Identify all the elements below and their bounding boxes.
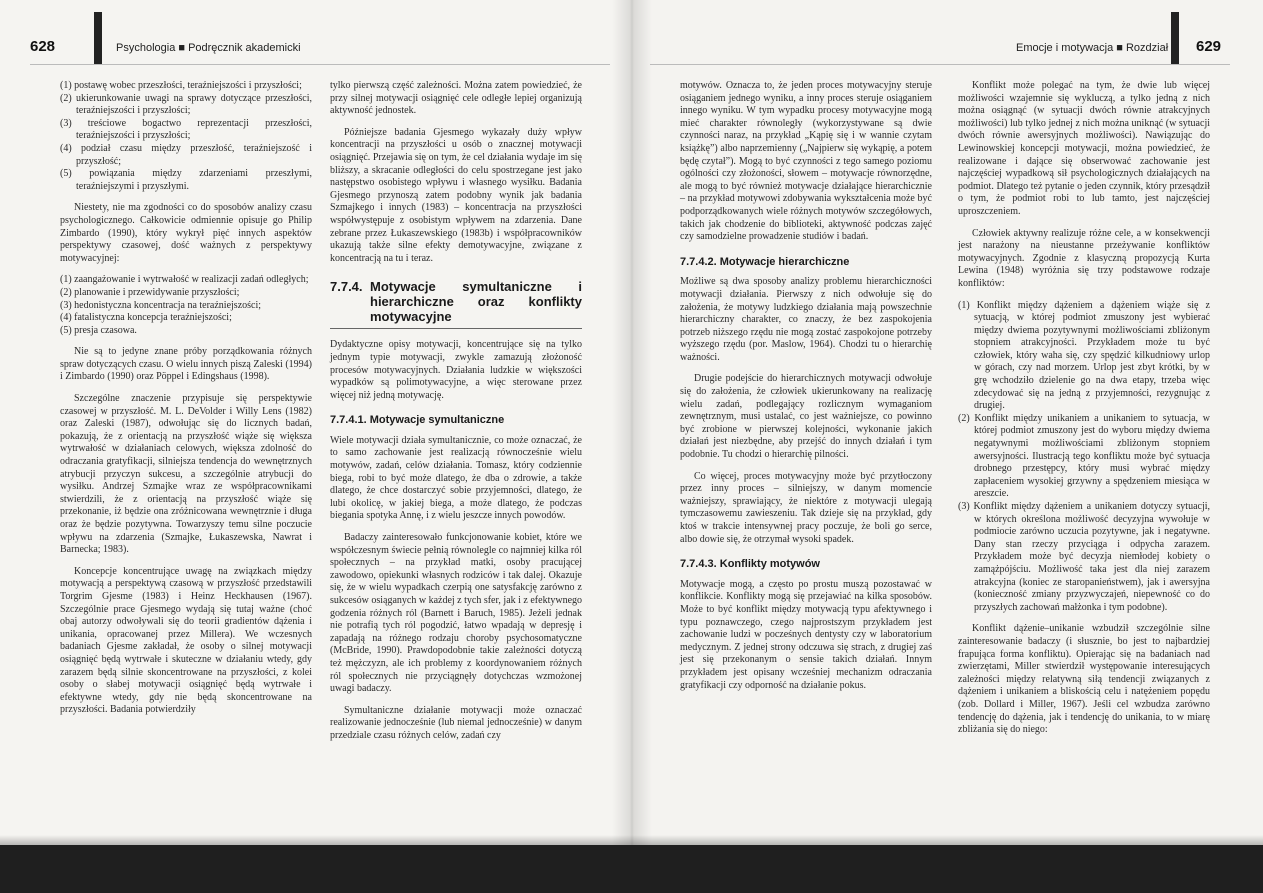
list-item: (3) Konflikt między dążeniem a unikaniem dotyczy sytuacji, w których określona możliwość decyzyjna wywołuje w podmiocie zarówno uczucia pozytywne, jak i negatywne. Dany stan rzeczy przyciąga i odpycha zarazem. Przykładem może być decyzja niemłodej kobiety o zamążpójściu. Możliwość taka jest dla niej zarazem atrakcyjna (koniec ze staropanieństwem), jak i awersyjna (konieczność zmiany przyzwyczajeń, niepewność co do przyszłych zachowań małżonka i tym podobne).: [958, 501, 1210, 613]
paragraph: Koncepcje koncentrujące uwagę na związkach między motywacją a perspektywą czasową w przyszłość przedstawili Torgrim Gjesme (1983) i Heinz Heckhausen (1967). Szczególnie prace Gjesmego wydają się tutaj ważne (choć obaj autorzy odwoływali się do teorii gradientów dążenia i unikania, opracowanej przez Millera). We wczesnych badaniach Gjesme zakładał, że osoby o silnej motywacji osiągnięć będą wytrwałe i skuteczne w działaniu wtedy, gdy zarazem będą silnie skoncentrowane na przyszłości, z kolei osoby o słabej motywacji osiągnięć będą wytrwałe i efektywne wtedy, gdy nie będą skoncentrowane na przyszłości. Badania potwierdziły: [60, 565, 312, 716]
list-item: (1) postawę wobec przeszłości, teraźniejszości i przyszłości;: [60, 80, 302, 91]
running-header: Psychologia ■ Podręcznik akademicki: [116, 42, 301, 54]
page-number: 629: [1196, 38, 1222, 55]
list-item: (4) podział czasu między przeszłość, teraźniejszość i przyszłość;: [60, 142, 312, 167]
paragraph: Szczególne znaczenie przypisuje się perspektywie czasowej w przyszłość. M. L. DeVolder i Willy Lens (1982) oraz Zaleski (1987), odwołując się do licznych badań, pokazują, że z orientacją na przyszłość wiąże się większa wytrwałość w działaniach celowych, większa zdolność do odraczania gratyfikacji, silniejsza tendencja do wewnętrznych atrybucji przyczyn sukcesu, a szczególnie atrybucji do wysiłku. Andrzej Szmajke wraz ze współpracownikami stwierdzili, że z orientacją na przyszłość wiąże się przekonanie, iż będzie ona zróżnicowana wewnętrznie i długa oraz że będzie pozytywna. Towarzyszy temu silne poczucie wpływu na zdarzenia (Szmajke, Łukaszewska, Nawrat i Barnecka; 1983).: [60, 393, 312, 556]
paragraph: Konflikt dążenie–unikanie wzbudził szczególnie silne zainteresowanie badaczy (i słusznie, bo jest to najbardziej frapująca forma konfliktu). Opierając się na badaniach nad zwierzętami, Miller stwierdził występowanie interesujących zależności między relatywną siłą tendencji związanych z dążeniem i unikaniem a bliskością celu i natężeniem popędu (zob. Dollard i Miller, 1967). Jeśli cel wzbudza zarówno tendencję do dążenia, jak i tendencję do unikania, to w miarę zbliżania się do niego:: [958, 623, 1210, 736]
paragraph: Co więcej, proces motywacyjny może być przytłoczony przez inny proces – silniejszy, w danym momencie ważniejszy, sprawiający, że niektóre z motywacji ulegają tymczasowemu zawieszeniu. Tak dzieje się na przykład, gdy ktoś w trakcie intensywnej pracy poczuje, że boli go serce, albo dowie się, że otrzymał wysoki spadek.: [680, 470, 932, 545]
page-tab-bar: [1171, 12, 1179, 64]
list-zimbardo-aspects: [60, 274, 312, 337]
list-item: (5) powiązania między zdarzeniami przeszłymi, teraźniejszymi i przyszłymi.: [60, 168, 312, 192]
list-item: (2) Konflikt między unikaniem a unikaniem to sytuacja, w której podmiot zmuszony jest do wyboru między dwiema negatywnymi możliwościami zbliżonym stopniem awersyjności. Ilustracją tego konfliktu może być sytuacja drobnego przestępcy, który musi wybrać między zapłaceniem wysokiej grzywny a spędzeniem miesiąca w areszcie.: [958, 412, 1210, 500]
list-item: (1) Konflikt między dążeniem a dążeniem wiąże się z sytuacją, w której podmiot zmuszony jest wybierać między dwiema pozytywnymi możliwościami zbliżonym stopniem atrakcyjności. Przykładem może tu być człowiek, który waha się, czy spędzić kilkudniowy urlop w górach, czy nad morzem. Urlop jest zbyt krótki, by w grę wchodziło dzielenie go na dwa etapy, trzeba więc zdecydować się na jedną z przyjemności, rezygnując z drugiej.: [958, 299, 1210, 412]
list-item: (2) ukierunkowanie uwagi na sprawy dotyczące przeszłości, teraźniejszości i przyszłości;: [60, 92, 312, 117]
left-column-2: [330, 80, 582, 752]
right-page: [630, 0, 1263, 893]
paragraph: Późniejsze badania Gjesmego wykazały duży wpływ koncentracji na przyszłości u osób o znacznej motywacji osiągnięć. Przejawia się on tym, że cel działania wydaje im się bliższy, a skracanie odległości do celu spostrzegane jest jako następstwo osobistego wpływu i własnego wysiłku. Badania Gjesmego przynoszą zatem podobny wynik jak badania Szmajkego i innych (1983) – koncentracja na przyszłości współwystępuje z osobistym wpływem na zdarzenia. Dane zebrane przez Łukaszewskiego (1983b) i współpracowników ukazują także silne efekty demotywacyjne, związane z koncentracją na tu i teraz.: [330, 126, 582, 264]
page-tab-bar: [94, 12, 102, 64]
paragraph: Nie są to jedyne znane próby porządkowania różnych spraw dotyczących czasu. O wielu innych piszą Zaleski (1994) i Zimbardo (1990) oraz Pöppel i Edingshaus (1998).: [60, 346, 312, 383]
paragraph: Możliwe są dwa sposoby analizy problemu hierarchiczności motywacji działania. Pierwszy z nich odwołuje się do założenia, że motywy ludzkiego działania mają powszechnie hierarchiczny charakter, co znaczy, że bez zaspokojenia potrzeb niższego rzędu nie mogą zostać zaspokojone potrzeby wyższego rzędu (por. Maslow, 1964). Chodzi tu o hierarchię ważności.: [680, 276, 932, 363]
paragraph: Człowiek aktywny realizuje różne cele, a w konsekwencji jest narażony na nieustanne przeżywanie konfliktów motywacyjnych. Zgodnie z klasyczną propozycją Kurta Lewina (1948) wyróżnia się trzy podstawowe rodzaje konfliktów:: [958, 227, 1210, 289]
header-rule: [30, 64, 610, 65]
right-column-2: [958, 80, 1210, 746]
section-heading: [330, 279, 582, 329]
subsection-heading: 7.7.4.2. Motywacje hierarchiczne: [680, 255, 850, 268]
left-page: [0, 0, 630, 893]
right-column-1: [680, 80, 932, 701]
scan-bottom-edge: [0, 845, 1263, 893]
page-number: 628: [30, 38, 56, 55]
list-conflict-types: [958, 300, 1210, 615]
paragraph: Drugie podejście do hierarchicznych motywacji odwołuje się do założenia, że człowiek ukierunkowany na realizację wielu zadań, podlegający rozlicznym wymaganiom zewnętrznym, musi ustalać, co jest ważniejsze, co powinno być zrobione w pierwszej kolejności, wykonanie jakich działań jest niezbędne, aby przejść do innych działań i tym podobnie. Tu chodzi o hierarchię pilności.: [680, 373, 932, 461]
left-column-1: [60, 80, 312, 726]
list-item: (5) presja czasowa.: [60, 324, 137, 336]
paragraph: tylko pierwszą część zależności. Można zatem powiedzieć, że przy silnej motywacji osiągnięć cele odległe lepiej organizują aktywność jednostek.: [330, 80, 582, 117]
list-item: (2) planowanie i przewidywanie przyszłości;: [60, 286, 240, 298]
paragraph: Motywacje mogą, a często po prostu muszą pozostawać w konflikcie. Konflikty mogą się przejawiać na kilka sposobów. Może to być konflikt między motywacją typu afektywnego i typu poznawczego, czego najprostszym przykładem jest zachowanie ludzi w pocześnych dentysty czy w laboratorium medycznym. Z jednej strony odczuwa się strach, z drugiej zaś jest się przekonanym o sensie takich działań. Innym przykładem jest opisany wcześniej mechanizm odraczania gratyfikacji czy odporność na działanie pokus.: [680, 578, 932, 691]
list-item: (3) treściowe bogactwo reprezentacji przeszłości, teraźniejszości i przyszłości;: [60, 117, 312, 142]
list-time-aspects: [60, 80, 312, 193]
paragraph: motywów. Oznacza to, że jeden proces motywacyjny steruje osiąganiem jednego wyniku, a inny proces steruje osiąganiem innego wyniku. W tym wypadku procesy motywacyjne mogą mieć charakter równoległy (wykorzystywane są dwie czynności naraz, na przykład „Kąpię się i w wannie czytam książkę”) albo naprzemienny („Najpierw się wykąpię, a potem będę czytał”). Mogą to być czynności z tego samego poziomu ogólności czy złożoności, słowem – motywacje równorzędne, ale mogą to być również motywacje działające hierarchicznie – na przykład motywowi zdobywania wykształcenia może być podporządkowanych wiele różnych motywów szczegółowych, takich jak chodzenie do biblioteki, aktywność podczas zajęć czy samodzielne prowadzenie studiów i badań.: [680, 80, 932, 243]
subsection-heading: 7.7.4.3. Konflikty motywów: [680, 558, 820, 571]
paragraph: Badaczy zainteresowało funkcjonowanie kobiet, które we współczesnym świecie pełnią równolegle co najmniej kilka ról społecznych – na przykład matki, osoby pracującej zawodowo, opiekunki własnych rodziców i tak dalej. Okazuje się, że w wielu wypadkach czerpią one satysfakcję zarówno z sukcesów osiąganych w każdej z tych sfer, jak i z efektywnego godzenia różnych ról (Barnett i Baruch, 1985). Jeżeli jednak nie potrafią tych ról pogodzić, łatwo wpadają w depresję i zapadają na różnego rodzaju choroby psychosomatyczne (McBride, 1990). Prawdopodobnie takie zależności dotyczą też mężczyzn, ale ich problemy z koordynowaniem różnych ról społecznych nie przyciągnęły dotychczas wzmożonej uwagi badaczy.: [330, 532, 583, 695]
section-number: 7.7.4.: [330, 279, 363, 295]
subsection-heading: 7.7.4.1. Motywacje symultaniczne: [330, 414, 505, 427]
running-header: Emocje i motywacja ■ Rozdział 7: [1016, 42, 1178, 54]
list-item: (1) zaangażowanie i wytrwałość w realizacji zadań odległych;: [60, 274, 309, 286]
paragraph: Symultaniczne działanie motywacji może oznaczać realizowanie jednocześnie (lub niemal jednocześnie) w danym przedziale czasu różnych celów, zadań czy: [330, 704, 582, 741]
section-title: Motywacje symultaniczne i hierarchiczne oraz konflikty motywacyjne: [370, 279, 582, 325]
paragraph: Dydaktyczne opisy motywacji, koncentrujące się na tylko jednym typie motywacji, zwykle zamazują złożoność procesów motywacyjnych. Działania ludzkie w większości wypadków są polimotywacyjne, a więc sterowane przez więcej niż jedną motywację.: [330, 339, 582, 401]
paragraph: Wiele motywacji działa symultanicznie, co może oznaczać, że to samo zachowanie jest realizacją równocześnie wielu motywów, zadań, celów działania. Tomasz, który codziennie biega, robi to być może dlatego, że dba o zdrowie, a także dlatego, że chce dostarczyć sobie przyjemności, dlatego, że lubi okolicę, w jakiej biega, a może dlatego, że podczas biegania spotyka Annę, i z wielu jeszcze innych powodów.: [330, 434, 582, 522]
header-rule: [650, 64, 1230, 65]
paragraph: Niestety, nie ma zgodności co do sposobów analizy czasu psychologicznego. Całkowicie odmiennie opisuje go Philip Zimbardo (1990), który wykrył pięć innych aspektów perspektywy czasowej, dość ważnych z perspektywy motywacyjnej:: [60, 202, 312, 264]
list-item: (4) fatalistyczna koncepcja teraźniejszości;: [60, 312, 232, 324]
list-item: (3) hedonistyczna koncentracja na teraźniejszości;: [60, 299, 262, 311]
paragraph: Konflikt może polegać na tym, że dwie lub więcej możliwości wzajemnie się wykluczą, a tylko jedną z nich można osiągnąć (w sytuacji dwóch równie atrakcyjnych możliwości) lub tylko jednej z nich można uniknąć (w sytuacji dwóch równie awersyjnych możliwości). Nawiązując do Lewinowskiej koncepcji motywacji, można powiedzieć, że realizowane i dające się obserwować zachowanie jest najczęściej wypadkową sił psychologicznych działających na podmiot. Dlatego też pytanie o jeden czynnik, który przesądził o tym, że podmiot robi to lub tamto, jest najczęściej uproszczeniem.: [958, 80, 1210, 217]
